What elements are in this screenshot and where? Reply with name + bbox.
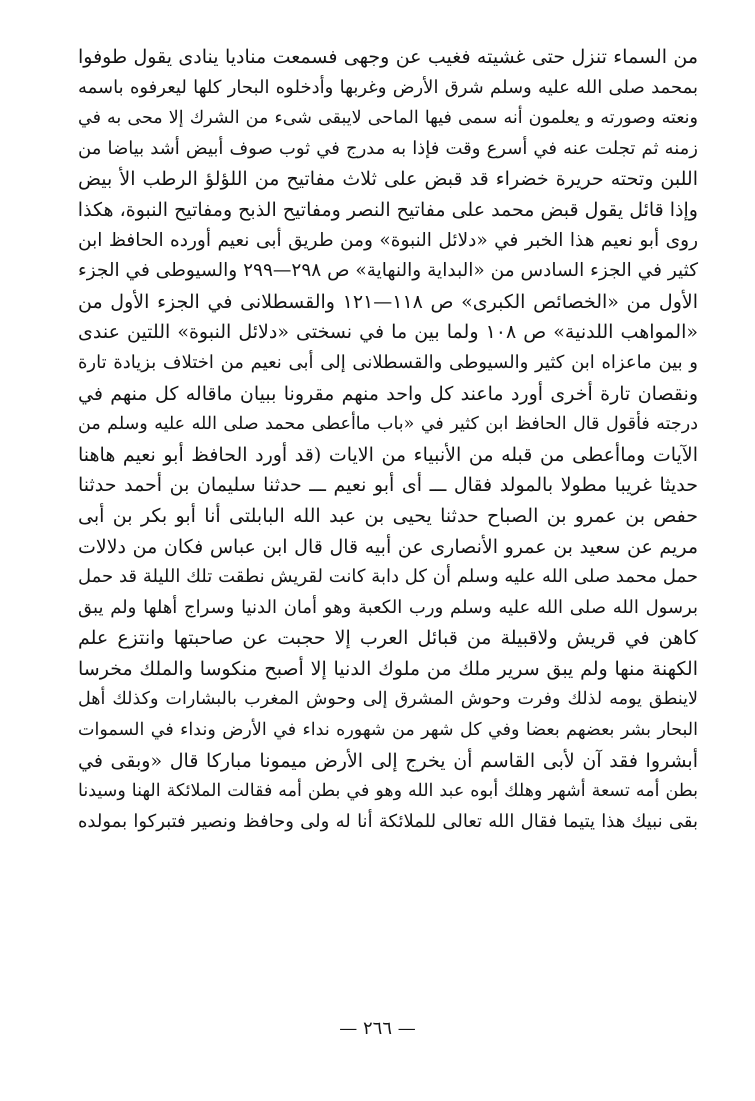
text-line: البحار بشر بعضهم بعضا وفي كل شهر من شهوره نداء في الأرض ونداء في السموات	[78, 720, 698, 741]
text-line: «المواهب اللدنية» ص ١٠٨ ولما بين ما في نسختى «دلائل النبوة» اللتين عندى	[78, 321, 698, 344]
text-line: الآيات وماأعطى من قبله من الأنبياء من الايات (قد أورد الحافظ أبو نعيم هاهنا	[78, 443, 698, 466]
page-number: — ٢٦٦ —	[339, 1018, 416, 1039]
text-line: كاهن في قريش ولاقبيلة من قبائل العرب إلا حجبت عن صاحبتها وانتزع علم	[78, 627, 698, 650]
text-line: برسول الله صلى الله عليه وسلم ورب الكعبة وهو أمان الدنيا وسراج أهلها ولم يبق	[78, 596, 698, 618]
text-line: اللبن وتحته حريرة خضراء قد قبض على ثلاث مفاتيح من اللؤلؤ الرطب الأ بيض	[78, 168, 698, 191]
text-line: الكهنة منها ولم يبق سرير ملك من ملوك الدنيا إلا أصبح منكوسا والملك مخرسا	[78, 657, 698, 680]
text-line: روى أبو نعيم هذا الخبر في «دلائل النبوة» ومن طريق أبى نعيم أورده الحافظ ابن	[78, 229, 698, 251]
text-line: حمل محمد صلى الله عليه وسلم أن كل دابة كانت لقريش نطقت تلك الليلة قد حمل	[78, 566, 698, 588]
body-text	[78, 42, 698, 837]
text-line: بطن أمه تسعة أشهر وهلك أبوه عبد الله وهو في بطن أمه فقالت الملائكة الهنا وسيدنا	[78, 781, 698, 802]
text-line: لاينطق يومه لذلك وفرت وحوش المشرق إلى وحوش المغرب بالبشارات وكذلك أهل	[78, 689, 698, 710]
text-line: من السماء تنزل حتى غشيته فغيب عن وجهى فسمعت مناديا ينادى يقول طوفوا	[78, 46, 698, 68]
text-line: ونعته وصورته و يعلمون أنه سمى فيها الماحى لايبقى شىء من الشرك إلا محى به في	[78, 108, 698, 129]
text-line: ونقصان تارة أخرى أورد ماعند كل واحد منهم مقرونا ببيان ماقاله كل منهم في	[78, 382, 698, 405]
text-line: زمنه ثم تجلت عنه في أسرع وقت فإذا به مدرج في ثوب صوف أبيض أشد بياضا من	[78, 137, 698, 159]
text-line: مريم عن سعيد بن عمرو الأنصارى عن أبيه قال قال ابن عباس فكان من دلالات	[78, 535, 698, 558]
text-line: و بين ماعزاه ابن كثير والسيوطى والقسطلانى إلى أبى نعيم من اختلاف بزيادة تارة	[78, 351, 698, 373]
text-line: درجته فأقول قال الحافظ ابن كثير في «باب ماأعطى محمد صلى الله عليه وسلم من	[78, 414, 698, 435]
text-line: حفص بن عمرو بن الصباح حدثنا يحيى بن عبد الله البابلتى أنا أبو بكر بن أبى	[78, 504, 698, 527]
text-line: حديثا غريبا مطولا بالمولد فقال ـــ أى أبو نعيم ـــ حدثنا سليمان بن أحمد حدثنا	[78, 474, 698, 497]
text-line: أبشروا فقد آن لأبى القاسم أن يخرج إلى الأرض ميمونا مباركا قال «وبقى في	[78, 749, 698, 772]
text-line: كثير في الجزء السادس من «البداية والنهاية» ص ٢٩٨—٢٩٩ والسيوطى في الجزء	[78, 260, 699, 282]
text-line: الأول من «الخصائص الكبرى» ص ١١٨—١٢١ والقسطلانى في الجزء الأول من	[78, 290, 698, 313]
text-line: وإذا قائل يقول قبض محمد على مفاتيح النصر ومفاتيح الذبح ومفاتيح النبوة، هكذا	[77, 198, 698, 221]
text-line: بمحمد صلى الله عليه وسلم شرق الأرض وغربها وأدخلوه البحار كلها ليعرفوه باسمه	[78, 76, 698, 98]
text-line: بقى نبيك هذا يتيما فقال الله تعالى للملائكة أنا له ولى وحافظ ونصير فتبركوا بمولده	[78, 810, 698, 832]
